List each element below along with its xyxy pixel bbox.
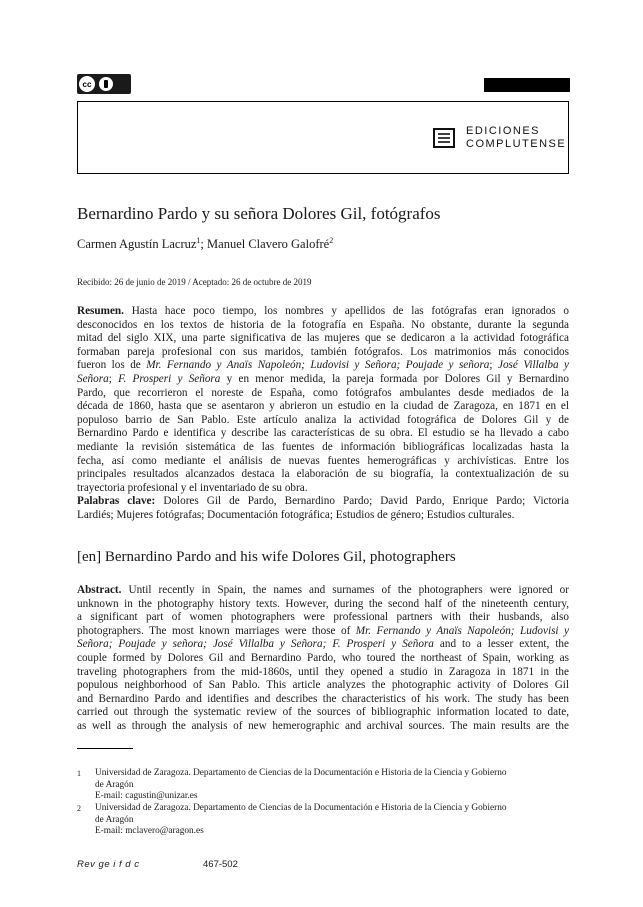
resumen-line: década de 1860, hasta que se asentaron y abrieron un estudio en la ciudad de Zaragoza, en 1871 en el [77,400,569,413]
abstract-line: and Bernardino Pardo and identifies and describes the characteristics of his work. The study has been [77,692,569,705]
cc-license-badge[interactable] [77,74,131,94]
publisher-line1: EDICIONES [466,125,541,137]
abstract-text: Until recently in Spain, the names and surnames of the photographers were ignored or [128,584,570,596]
resumen-line: mediante la revisión sistemática de las fuentes de información bibliográficas localizadas hasta la [77,440,569,453]
keywords-text: Dolores Gil de Pardo, Bernardino Pardo; David Pardo, Enrique Pardo; Victoria [163,495,570,508]
page-range: 467-502 [203,859,238,870]
abstract-line: as well as through the analysis of new hemerographic and archival sources. The main results are the [77,719,569,732]
resumen-text: fueron los de [77,359,147,372]
footnote-email[interactable]: E-mail: cagustin@unizar.es [95,791,198,801]
abstract-italic: Señora; Poujade y señora; José Villalba y Señora; F. Prosperi y Señora [77,638,434,651]
cc-icon: cc [79,76,95,92]
footnote-line: Universidad de Zaragoza. Departamento de Ciencias de la Documentación e Historia de la Ciencia y Gobierno [95,803,507,813]
footnote-1 [95,768,569,803]
book-logo-icon [433,128,455,148]
resumen-line: mitad del siglo XIX, una parte significativa de las mujeres que se dedicaron a la actividad fotográfica [77,332,569,345]
resumen-label: Resumen. [77,305,124,317]
resumen-line: Pardo, que recorrieron el noreste de España, como fotógrafos ambulantes desde mediados de la [77,386,569,399]
abstract-line: populous neighborhood of San Pablo. This article analyzes the photographic activity of Dolores Gil [77,679,569,692]
footnote-line: Universidad de Zaragoza. Departamento de Ciencias de la Documentación e Historia de la Ciencia y Gobierno [95,768,507,778]
abstract-line: traveling photographers from the mid-1860s, until they opened a studio in Zaragoza in 1871 in the [77,665,569,678]
resumen-line [77,359,569,373]
abstract-text: photographers. The most known marriages were those of [77,624,356,637]
footnote-1-number: 1 [77,769,81,778]
journal-header-bar [484,78,570,92]
resumen-line: trayectoria profesional y el inventariado de su obra. [77,481,308,494]
abstract-line: unknown in the photography history texts. However, during the second half of the nineteenth century, [77,597,569,610]
footnote-separator [77,748,133,749]
resumen-line: desconocidos en los textos de historia de la fotografía en España. No obstante, durante la segunda [77,318,569,331]
author-1: Carmen Agustín Lacruz [77,237,197,251]
resumen-text: ; [489,359,498,372]
journal-name: Rev ge i f d c [77,859,140,870]
author-separator: ; [200,237,208,251]
author-2-note[interactable]: 2 [329,236,334,245]
abstract-line [77,625,569,639]
resumen-line: fecha, así como mediante el análisis de nuevas fuentes hemerográficas y archivísticas. Entre los [77,454,569,467]
author-list [77,236,333,252]
received-accepted-dates: Recibido: 26 de junio de 2019 / Aceptado: 26 de octubre de 2019 [77,277,312,287]
resumen-line: Bernardino Pardo e identifica y describe las características de su obra. El estudio se ha llevado a cabo [77,427,569,440]
footnote-2-number: 2 [77,804,81,813]
publisher-banner [77,101,569,174]
resumen-line: formaban pareja profesional con sus maridos, también fotógrafos. Los matrimonios más conocidos [77,345,569,358]
abstract-line [77,638,569,652]
footnote-email[interactable]: E-mail: mclavero@aragon.es [95,826,204,836]
resumen-italic: Mr. Fernando y Anaïs Napoleón; Ludovisi y Señora; Poujade y señora [146,359,490,372]
author-2: Manuel Clavero Galofré [207,237,330,251]
footnote-line: de Aragón [95,779,134,790]
abstract-line: carried out through the systematic review of the sources of bibliographic information located to date, [77,706,569,719]
resumen-block [77,305,569,523]
author-1-note[interactable]: 1 [196,236,201,245]
abstract-block [77,584,569,734]
resumen-italic: Señora [77,372,109,385]
resumen-line: principales resultados alcanzados destaca la elaboración de su biografía, la contextualización de su [77,468,569,481]
resumen-text: y en menor medida, la pareja formada por Dolores Gil y Bernardino [220,372,569,385]
keywords-line: Lardiés; Mujeres fotógrafas; Documentación fotográfica; Estudios de género; Estudios culturales. [77,508,515,521]
article-title: Bernardino Pardo y su señora Dolores Gil, fotógrafos [77,204,441,223]
resumen-italic: José Villalba y [498,359,570,372]
abstract-text: and to a lesser extent, the [433,638,569,651]
publisher-name [466,125,566,151]
footnote-line: de Aragón [95,814,134,825]
resumen-text: ; [108,372,119,385]
abstract-label: Abstract. [77,584,122,596]
attribution-icon [99,77,113,91]
abstract-line: couple formed by Dolores Gil and Bernardino Pardo, who toured the northeast of Spain, working as [77,651,569,664]
abstract-italic: Mr. Fernando y Anaïs Napoleón; Ludovisi y [355,624,569,637]
resumen-line: populoso barrio de San Pablo. Este artículo analiza la actividad fotográfica de Dolores Gil y de [77,413,569,426]
english-title: [en] Bernardino Pardo and his wife Dolores Gil, photographers [77,549,456,565]
publisher-line2: COMPLUTENSE [466,138,567,150]
resumen-text: Hasta hace poco tiempo, los nombres y apellidos de las fotógrafas eran ignorados o [131,305,570,317]
resumen-line [77,373,569,387]
footnote-2 [95,803,569,838]
keywords-label: Palabras clave: [77,495,156,508]
abstract-line: a significant part of women photographers were professional partners with their husbands, also [77,611,569,624]
resumen-italic: F. Prosperi y Señora [118,372,221,385]
